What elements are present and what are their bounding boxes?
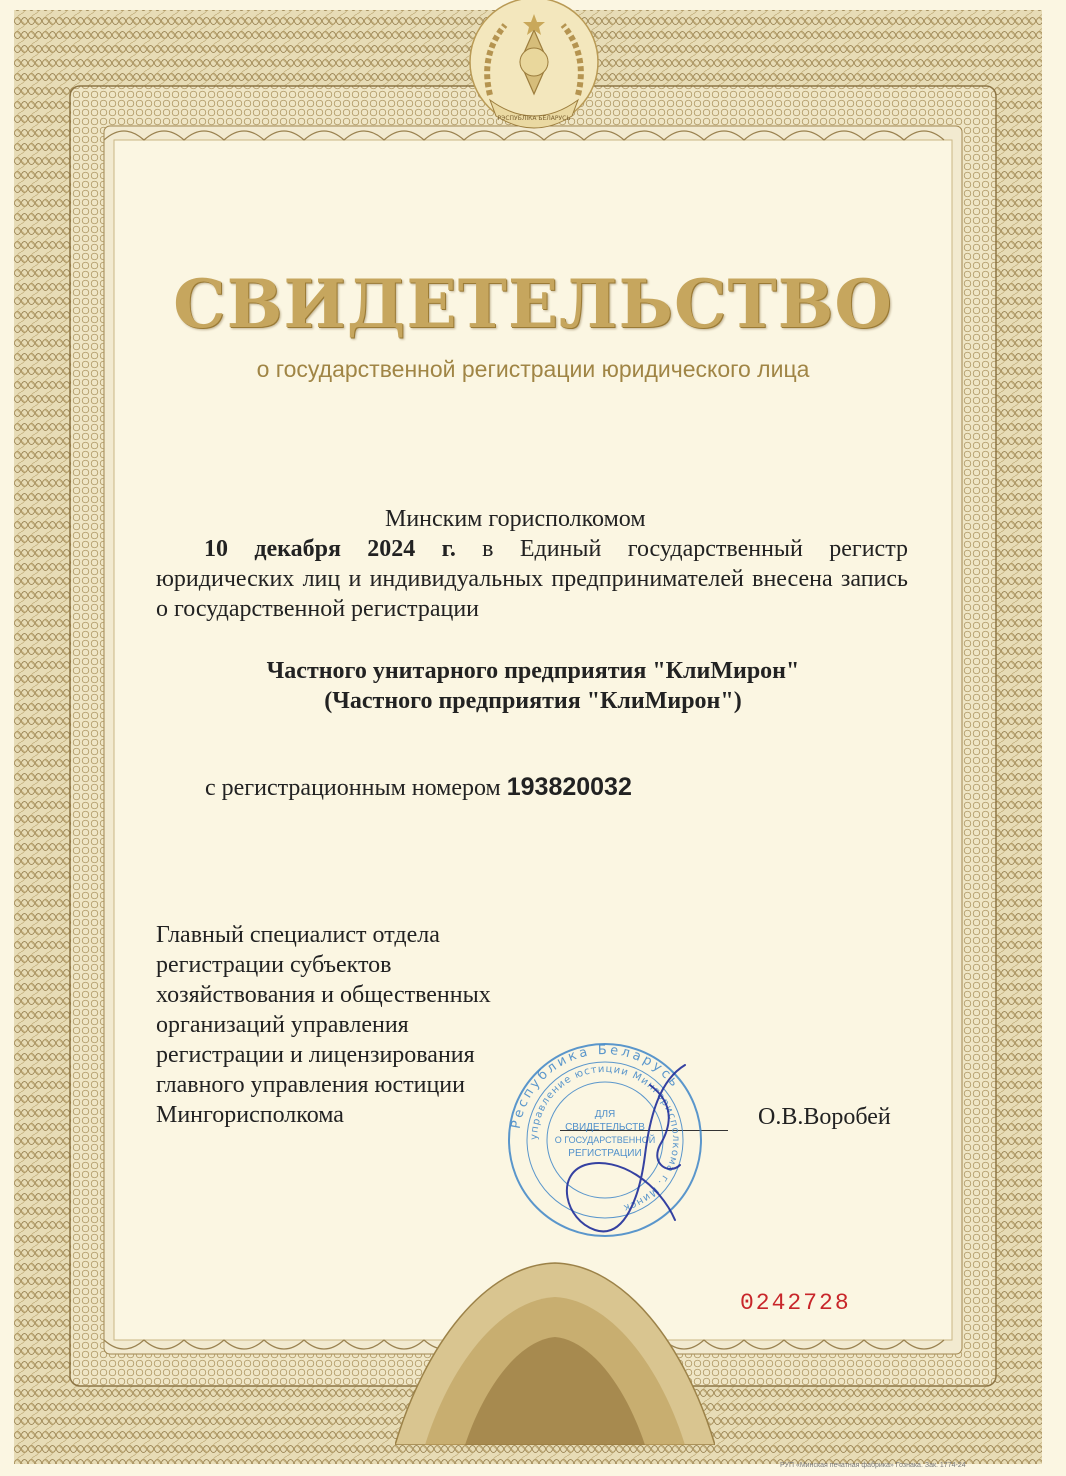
registration-paragraph <box>156 534 908 624</box>
certificate-subtitle: о государственной регистрации юридического лица <box>256 356 810 382</box>
decorative-medallion <box>395 1245 715 1445</box>
registration-date: 10 декабря 2024 г. <box>204 536 456 562</box>
stamp-center-line-4: РЕГИСТРАЦИИ <box>568 1148 642 1159</box>
registration-paragraph-text: в Единый государственный регистр юридических лиц и индивидуальных предпринимателей внесена запись о государственной регистрации <box>156 536 908 622</box>
stamp-center-line-2: СВИДЕТЕЛЬСТВ <box>565 1122 645 1133</box>
signer-name: О.В.Воробей <box>758 1104 891 1130</box>
official-position: Главный специалист отдела регистрации субъектов хозяйствования и общественных организаций управления регистрации и лицензирования главного управления юстиции Мингорисполкома <box>156 922 491 1128</box>
stamp-center-line-1: ДЛЯ <box>594 1109 616 1120</box>
registering-authority: Минским горисполкомом <box>385 506 646 532</box>
certificate-title: СВИДЕТЕЛЬСТВО <box>173 265 893 343</box>
registration-number: 193820032 <box>506 773 632 801</box>
organization-short-name: (Частного предприятия "КлиМирон") <box>324 688 742 714</box>
serial-number: 0242728 <box>740 1290 851 1316</box>
stamp-ring-text: управление юстиции Мингорисполкома г. Минск <box>528 1063 682 1214</box>
registration-number-prefix: с регистрационным номером <box>205 775 507 801</box>
stamp-outer-text: Республика Беларусь <box>508 1042 684 1130</box>
organization-name <box>0 656 1066 716</box>
registration-number-line <box>205 772 632 803</box>
organization-full-name: Частного унитарного предприятия "КлиМирон" <box>266 658 800 684</box>
stamp-center-line-3: О ГОСУДАРСТВЕННОЙ <box>554 1135 656 1145</box>
coat-of-arms-emblem <box>460 0 608 140</box>
printer-imprint: РУП «Минская печатная фабрика» Гознака. Зак. 1774-24 <box>780 1462 966 1469</box>
emblem-ribbon-text: РЭСПУБЛІКА БЕЛАРУСЬ <box>497 115 571 122</box>
official-stamp <box>500 1025 710 1255</box>
